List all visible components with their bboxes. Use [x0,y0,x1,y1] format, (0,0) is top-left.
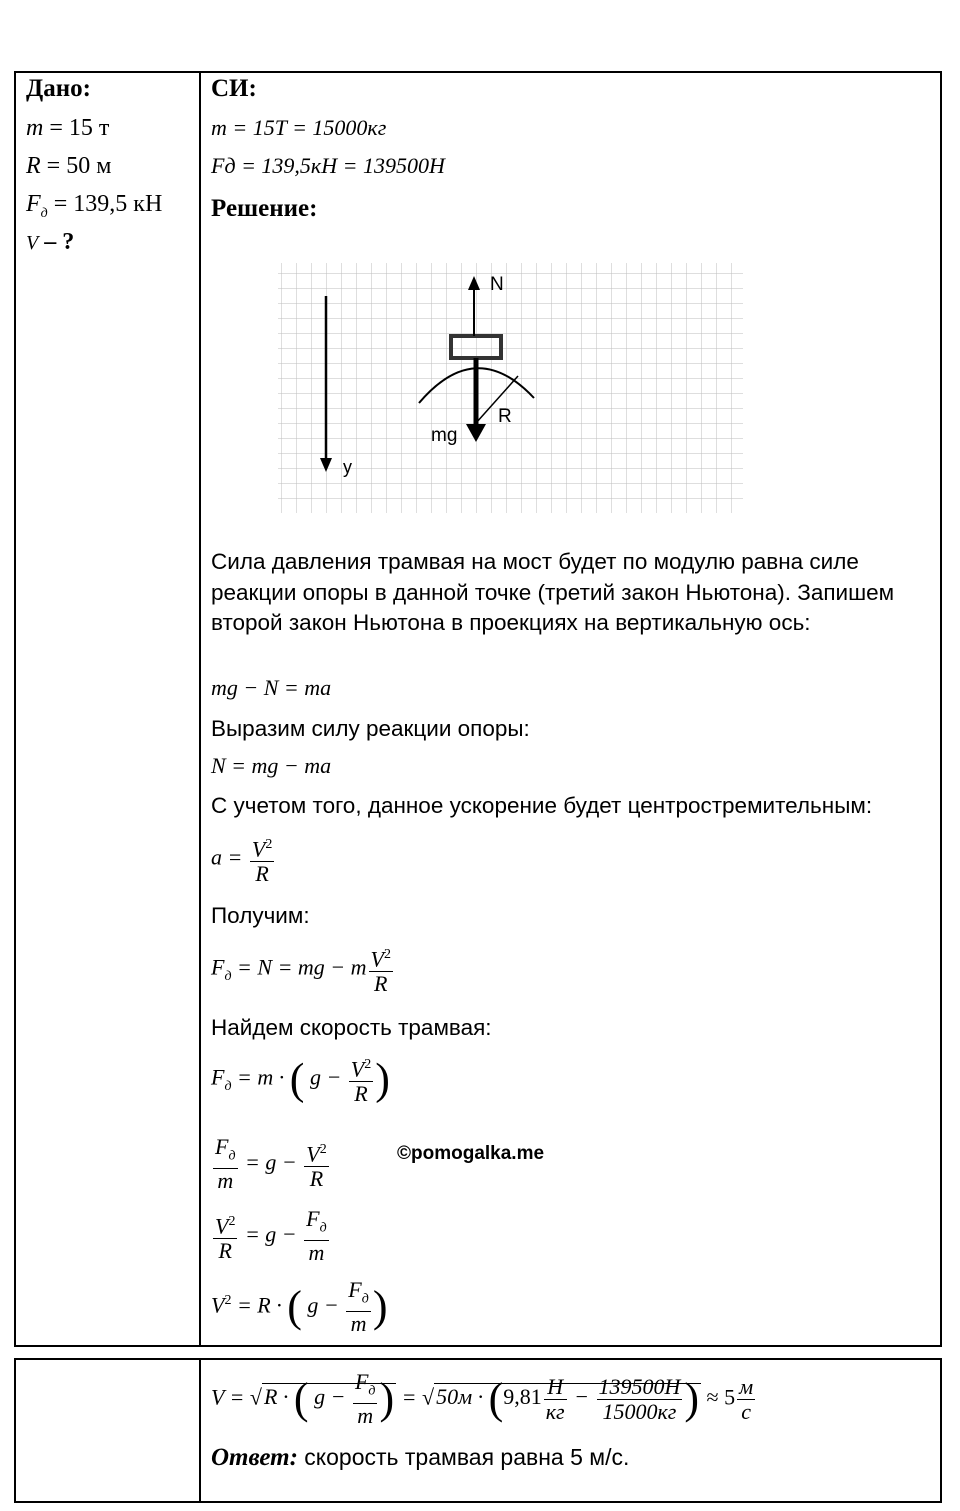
given-item-force: $F_д = 139,5$ кН [26,191,163,221]
answer-text: скорость трамвая равна 5 м/с. [297,1444,630,1470]
solution-table [14,71,942,1347]
watermark: ©pomogalka.me [397,1143,545,1164]
y-axis-label: y [343,457,352,477]
text-paragraph-5: Найдем скорость трамвая: [211,1015,492,1040]
normal-force-label: N [490,274,504,295]
given-item-mass: m = 15 т [26,115,110,141]
equation-final-velocity: V = √R · ( g − $\frac{F_д}{m}$ ) = √50м · (9,81 $\frac{H}{кг}$ − $\frac{139500H}{15000кг}$ ) ≈ 5 $\frac{м}{с}$ [211,1369,754,1429]
text-paragraph-1: Сила давления трамвая на мост будет по модулю равна силе реакции опоры в данной точке (третий закон Ньютона). Запишем второй закон Ньютона в проекциях на вертикальную ось: [211,549,895,635]
solution-header: Решение: [211,195,318,222]
gravity-force-label: mg [431,425,458,446]
given-list [26,109,162,261]
given-item-radius: R = 50 м [26,153,112,179]
radius-label: R [498,406,512,427]
equation-centripetal: a = $\frac{V^2}{R}$ [211,833,276,886]
given-header: Дано: [26,75,91,102]
equation-reaction: N = mg − ma [211,753,332,778]
equation-newton: mg − N = ma [211,675,332,700]
column-divider-2 [199,1360,201,1501]
equation-force-factored: $F_д = m$ · ( g − $\frac{V^2}{R}$ ) [211,1054,390,1107]
text-paragraph-3: С учетом того, данное ускорение будет центростремительным: [211,793,873,818]
text-paragraph-4: Получим: [211,903,310,928]
answer-line [211,1444,629,1472]
given-item-unknown: V – ? [26,229,75,255]
si-line-force: Fд = 139,5кH = 139500H [211,153,445,178]
answer-table [14,1358,942,1503]
equation-rearranged: $\frac{V^2}{R}$ = g − $\frac{F_д}{m}$ [215,1206,327,1266]
si-header: СИ: [211,75,257,102]
equation-divided: $\frac{F_д}{m}$ = g − $\frac{V^2}{R}$ [215,1134,327,1194]
text-paragraph-2: Выразим силу реакции опоры: [211,716,530,741]
si-line-mass: m = 15T = 15000кг [211,115,387,140]
equation-velocity-squared: $V^2 = R$ · ( g − $\frac{F_д}{m}$ ) [211,1277,388,1337]
answer-label: Ответ: [211,1444,298,1471]
column-divider [199,73,201,1345]
equation-force-expression: $F_д = N$ = mg − m $\frac{V^2}{R}$ [211,943,395,996]
force-diagram [266,258,746,518]
